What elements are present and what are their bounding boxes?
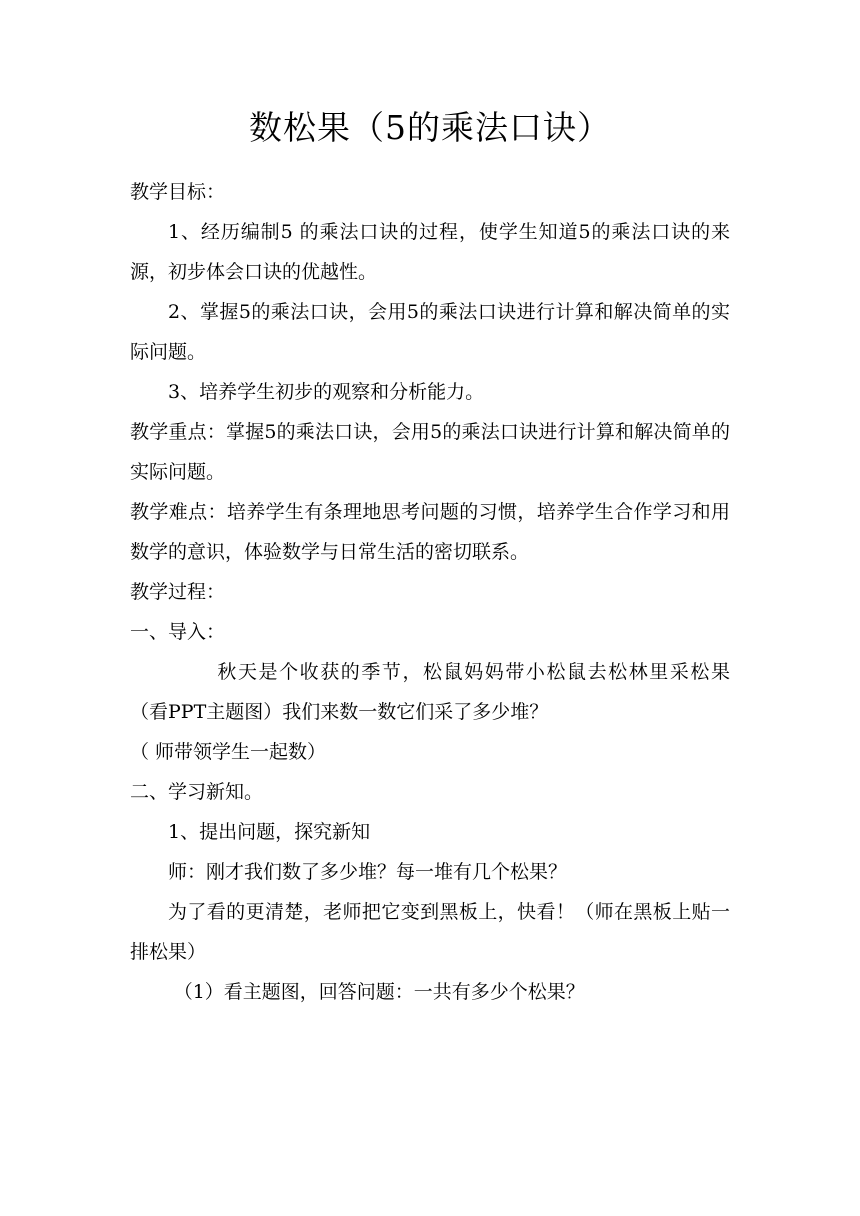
difficulties: 教学难点：培养学生有条理地思考问题的习惯，培养学生合作学习和用数学的意识，体验数学与日常生活的密切联系。: [130, 501, 730, 563]
blackboard-text: 为了看的更清楚，老师把它变到黑板上，快看！（师在黑板上贴一排松果）: [130, 901, 730, 963]
objective-3: 3、培养学生初步的观察和分析能力。: [168, 381, 485, 403]
key-points: 教学重点：掌握5的乘法口诀，会用5的乘法口诀进行计算和解决简单的实际问题。: [130, 421, 730, 483]
objective-2: 2、掌握5的乘法口诀，会用5的乘法口诀进行计算和解决简单的实际问题。: [130, 301, 730, 363]
sub-step-1: （1）看主题图，回答问题：一共有多少个松果？: [173, 981, 585, 1003]
page-title: 数松果（5的乘法口诀）: [249, 108, 611, 147]
section-2-heading: 二、学习新知。: [130, 781, 264, 803]
step-1: 1、提出问题，探究新知: [168, 821, 371, 843]
section-1-heading: 一、导入：: [130, 621, 226, 643]
intro-text: 秋天是个收获的季节，松鼠妈妈带小松鼠去松林里采松果（看PPT主题图）我们来数一数它们采了多少堆？: [130, 661, 730, 723]
objectives-heading: 教学目标：: [130, 181, 226, 203]
document-body: [130, 172, 730, 1012]
teacher-lead: （ 师带领学生一起数）: [130, 741, 327, 763]
objective-1: 1、经历编制5 的乘法口诀的过程，使学生知道5的乘法口诀的来源，初步体会口诀的优越性。: [130, 221, 730, 283]
process-heading: 教学过程：: [130, 581, 226, 603]
teacher-question: 师：刚才我们数了多少堆？每一堆有几个松果？: [168, 861, 568, 883]
